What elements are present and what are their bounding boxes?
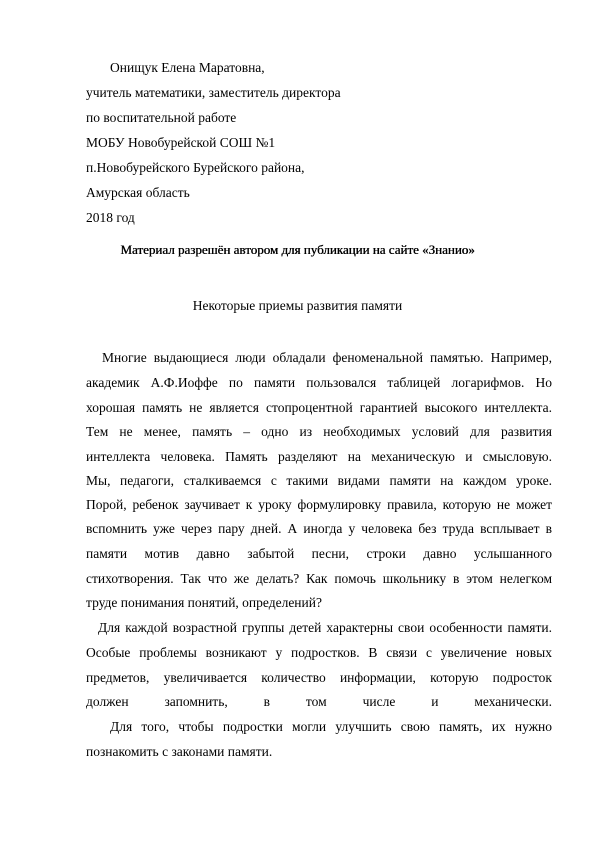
body-line: предметов, увеличивается количество информации, которую подросток	[86, 670, 552, 685]
publication-notice: Материал разрешён автором для публикации на сайте «Знанио»	[120, 242, 475, 257]
body-line: памяти мотив давно забытой песни, строки давно услышанного	[86, 546, 552, 561]
school-name: МОБУ Новобурейской СОШ №1	[86, 135, 276, 150]
author-position-cont: по воспитательной работе	[86, 110, 237, 125]
author-name: Онищук Елена Маратовна,	[110, 60, 265, 75]
body-line: Тем не менее, память – одно из необходимых условий для развития	[86, 424, 552, 439]
body-line: вспомнить уже через пару дней. А иногда у человека без труда всплывает в	[86, 521, 552, 536]
author-position: учитель математики, заместитель директора	[86, 85, 341, 100]
year: 2018 год	[86, 210, 135, 225]
locality: п.Новобурейского Бурейского района,	[86, 160, 305, 175]
body-line: Мы, педагоги, сталкиваемся с такими видами памяти на каждом уроке.	[86, 473, 552, 488]
body-line: Особые проблемы возникают у подростков. В связи с увеличение новых	[86, 645, 552, 660]
body-line: познакомить с законами памяти.	[86, 744, 273, 759]
body-line: интеллекта человека. Память разделяют на механическую и смысловую.	[86, 449, 552, 464]
body-line: академик А.Ф.Иоффе по памяти пользовался таблицей логарифмов. Но	[86, 375, 552, 390]
region: Амурская область	[86, 185, 190, 200]
body-line: Для каждой возрастной группы детей характерны свои особенности памяти.	[98, 620, 552, 635]
body-line: стихотворения. Так что же делать? Как помочь школьнику в этом нелегком	[86, 571, 552, 586]
body-line: труде понимания понятий, определений?	[86, 595, 322, 610]
article-title: Некоторые приемы развития памяти	[192, 298, 403, 313]
body-line: Многие выдающиеся люди обладали феноменальной памятью. Например,	[102, 350, 552, 365]
body-line: Для того, чтобы подростки могли улучшить свою память, их нужно	[110, 719, 552, 734]
body-line: должен запомнить, в том числе и механически.	[86, 694, 552, 709]
body-line: хорошая память не является стопроцентной гарантией высокого интеллекта.	[86, 400, 552, 415]
body-line: Порой, ребенок заучивает к уроку формулировку правила, которую не может	[86, 497, 552, 512]
